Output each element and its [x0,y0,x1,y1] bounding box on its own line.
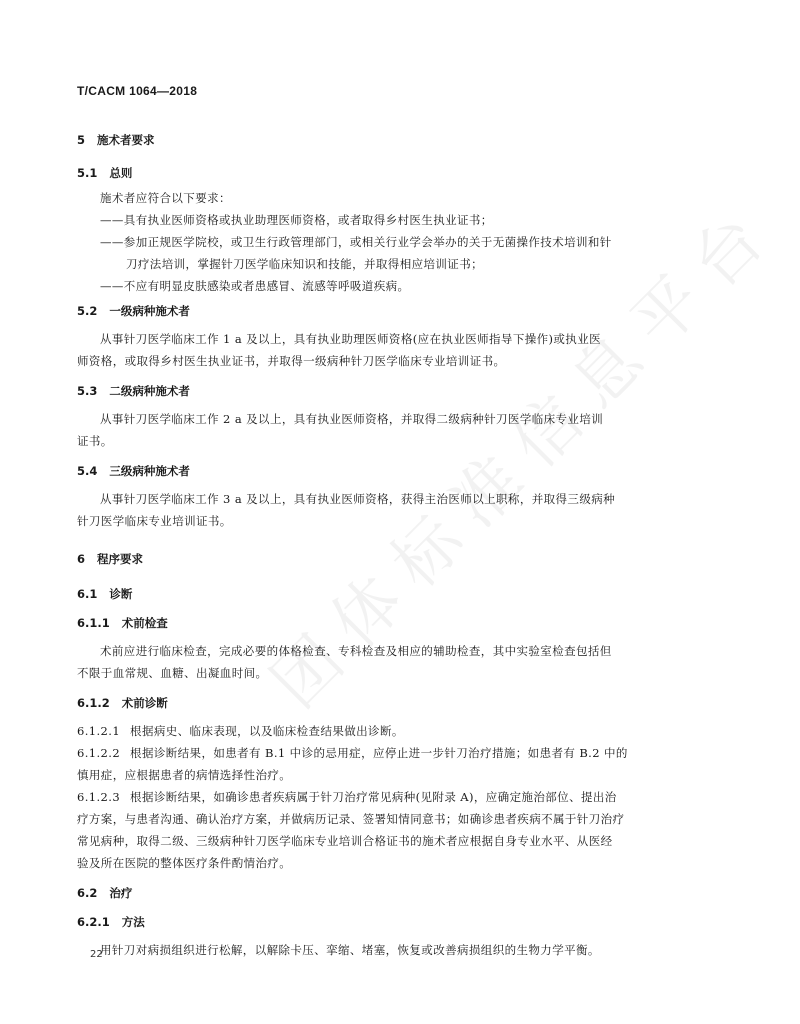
paragraph-line: 术前应进行临床检查，完成必要的体格检查、专科检查及相应的辅助检查，其中实验室检查包括但 [100,644,612,658]
section-heading-6-2-1 [77,914,642,930]
paragraph-line: 从事针刀医学临床工作 2 a 及以上，具有执业医师资格，并取得二级病种针刀医学临床专业培训 [100,412,604,426]
paragraph-line: 常见病种，取得二级、三级病种针刀医学临床专业培训合格证书的施术者应根据自身专业水平、从医经 [77,834,613,848]
numbered-clause-6-1-2-2 [77,742,642,764]
watermark-char: 信 [496,381,598,483]
clause-number: 6.1.2.3 [77,790,121,804]
paragraph-line: 慎用症，应根据患者的病情选择性治疗。 [77,768,292,782]
section-title: 程序要求 [97,552,144,566]
standard-code: T/CACM 1064—2018 [77,84,198,98]
section-heading-5-1 [77,165,642,181]
section-title: 三级病种施术者 [109,464,190,478]
section-heading-5 [77,132,642,148]
paragraph-line: 从事针刀医学临床工作 3 a 及以上，具有执业医师资格，获得主治医师以上职称，并取得三级病种 [100,492,616,506]
paragraph-line: 师资格，或取得乡村医生执业证书，并取得一级病种针刀医学临床专业培训证书。 [77,354,506,368]
numbered-clause-6-1-2-3 [77,786,642,808]
watermark-char: 息 [556,321,658,423]
section-title: 治疗 [109,886,133,900]
list-item: ——参加正规医学院校，或卫生行政管理部门，或相关行业学会举办的关于无菌操作技术培训和针 [100,235,612,249]
clause-text: 根据诊断结果，如确诊患者疾病属于针刀治疗常见病种(见附录 A)，应确定施治部位、提出治 [130,790,617,804]
section-title: 施术者要求 [97,133,155,147]
document-body [77,132,642,961]
section-heading-6-1 [77,586,642,602]
watermark-char: 标 [376,501,478,603]
list-item: ——不应有明显皮肤感染或者患感冒、流感等呼吸道疾病。 [100,279,410,293]
paragraph-line: 不限于血常规、血糖、出凝血时间。 [77,666,268,680]
section-title: 二级病种施术者 [109,384,190,398]
section-number: 6.1 [77,587,98,601]
section-title: 方法 [121,915,145,929]
section-heading-6-1-1 [77,615,642,631]
page-number: 22 [90,949,103,960]
section-heading-5-2 [77,303,642,319]
clause-text: 根据诊断结果，如患者有 B.1 中诊的忌用症，应停止进一步针刀治疗措施；如患者有 B.2 中的 [130,746,628,760]
section-heading-6-2 [77,885,642,901]
paragraph-line: 证书。 [77,434,113,448]
list-item: ——具有执业医师资格或执业助理医师资格，或者取得乡村医生执业证书； [100,213,493,227]
list-item-continuation: 刀疗法培训，掌握针刀医学临床知识和技能，并取得相应培训证书； [126,257,483,271]
paragraph-line: 验及所在医院的整体医疗条件酌情治疗。 [77,856,292,870]
section-number: 5.2 [77,304,98,318]
section-title: 一级病种施术者 [109,304,190,318]
clause-number: 6.1.2.1 [77,724,121,738]
section-number: 5.3 [77,384,98,398]
section-title: 诊断 [109,587,133,601]
section-heading-5-4 [77,463,642,479]
section-number: 6 [77,552,86,566]
watermark-char: 团 [256,621,358,723]
watermark-char: 体 [316,561,418,663]
watermark-char: 平 [616,261,718,363]
paragraph: 施术者应符合以下要求： [100,191,231,205]
section-title: 术前诊断 [121,696,168,710]
section-number: 6.2.1 [77,915,110,929]
section-number: 6.1.2 [77,696,110,710]
section-number: 5.1 [77,166,98,180]
clause-text: 根据病史、临床表现，以及临床检查结果做出诊断。 [130,724,404,738]
clause-number: 6.1.2.2 [77,746,121,760]
paragraph-line: 疗方案，与患者沟通、确认治疗方案，并做病历记录、签署知情同意书；如确诊患者疾病不属于针刀治疗 [77,812,625,826]
section-number: 6.2 [77,886,98,900]
numbered-clause-6-1-2-1 [77,720,642,742]
watermark-char: 准 [436,441,538,543]
paragraph-line: 用针刀对病损组织进行松解，以解除卡压、挛缩、堵塞，恢复或改善病损组织的生物力学平衡。 [100,943,600,957]
section-heading-6-1-2 [77,695,642,711]
section-title: 术前检查 [121,616,168,630]
paragraph-line: 从事针刀医学临床工作 1 a 及以上，具有执业助理医师资格(应在执业医师指导下操作)或执业医 [100,332,602,346]
section-heading-6 [77,551,642,567]
section-number: 5 [77,133,86,147]
section-number: 5.4 [77,464,98,478]
section-title: 总则 [109,166,133,180]
section-heading-5-3 [77,383,642,399]
paragraph-line: 针刀医学临床专业培训证书。 [77,514,232,528]
watermark-char: 台 [676,201,778,303]
section-number: 6.1.1 [77,616,110,630]
